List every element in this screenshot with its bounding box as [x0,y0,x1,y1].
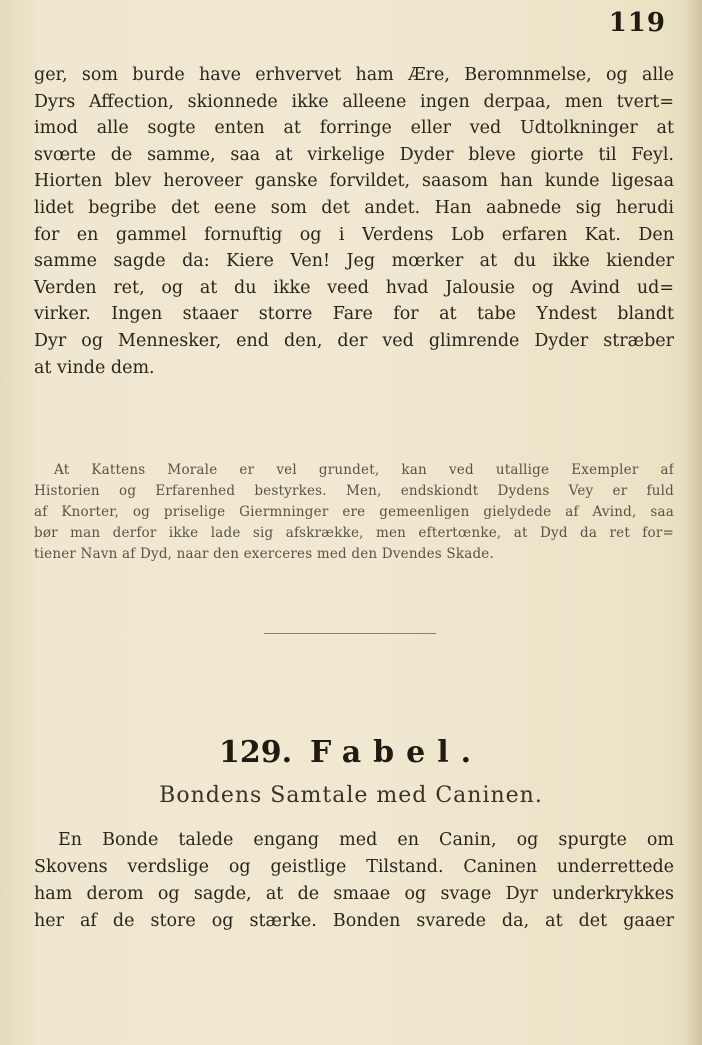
text-line: ger, som burde have erhvervet ham Ære, Beromnmelse, og alle [34,65,674,85]
page-edge-shadow [684,0,702,1045]
footnote-line: af Knorter, og priselige Giermninger ere gemeenligen gielydede af Avind, saa [34,504,674,520]
text-line: virker. Ingen staaer storre Fare for at tabe Yndest blandt [34,304,674,325]
text-line: for en gammel fornuftig og i Verdens Lob erfaren Kat. Den [34,224,674,245]
text-line: samme sagde da: Kiere Ven! Jeg mœrker at du ikke kiender [34,251,674,272]
text-line: Dyrs Affection, skionnede ikke alleene ingen derpaa, men tvert= [34,91,674,112]
fable-heading [0,735,702,770]
text-line: Hiorten blev heroveer ganske forvildet, saasom han kunde ligesaa [34,171,674,192]
fable-heading-word: Fabel. [310,735,484,770]
fable-subtitle: Bondens Samtale med Caninen. [159,783,543,808]
text-line: lidet begribe det eene som det andet. Han aabnede sig herudi [34,197,674,218]
text-line: Dyr og Mennesker, end den, der ved glimrende Dyder stræber [34,330,674,351]
footnote-line: Historien og Erfarenhed bestyrkes. Men, endskiondt Dydens Vey er fuld [34,483,674,499]
text-line: her af de store og stærke. Bonden svarede da, at det gaaer [34,911,674,931]
text-line: Skovens verdslige og geistlige Tilstand. Caninen underrettede [34,857,674,877]
footnote-block [34,460,674,565]
footnote-line: bør man derfor ikke lade sig afskrække, men eftertœnke, at Dyd da ret for= [34,525,674,541]
footnote-line: At Kattens Morale er vel grundet, kan ved utallige Exempler af [54,462,674,478]
text-line: En Bonde talede engang med en Canin, og spurgte om [58,830,674,850]
fable-text-block [34,827,674,935]
text-line: imod alle sogte enten at forringe eller ved Udtolkninger at [34,118,674,139]
fable-number: 129. [218,735,293,770]
text-line: svœrte de samme, saa at virkelige Dyder bleve giorte til Feyl. [34,144,674,165]
text-line: ham derom og sagde, at de smaae og svage Dyr underkrykkes [34,884,674,904]
main-text-block [34,62,674,381]
section-divider [264,633,436,634]
text-line: Verden ret, og at du ikke veed hvad Jalousie og Avind ud= [34,277,674,298]
page-number: 119 [608,8,666,38]
text-line: at vinde dem. [34,357,155,378]
footnote-line: tiener Navn af Dyd, naar den exerceres med den Dvendes Skade. [34,546,494,562]
